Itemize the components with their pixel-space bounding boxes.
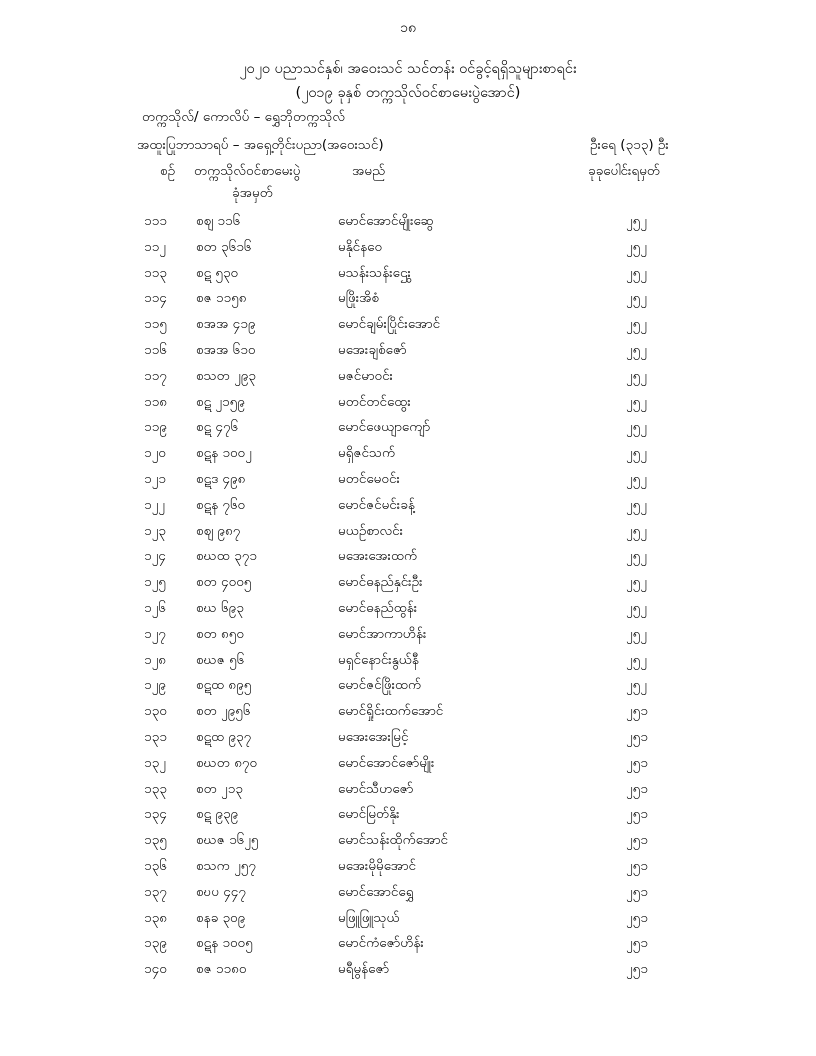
exam-number: စသတ ၂၉၃ bbox=[196, 367, 256, 384]
table-row bbox=[0, 234, 816, 260]
student-name: မောင်သီဟဇော် bbox=[338, 780, 414, 797]
total-marks: ၂၅၁ bbox=[626, 832, 648, 849]
student-name: မအေးအေးထက် bbox=[338, 548, 418, 565]
total-marks: ၂၅၂ bbox=[626, 677, 647, 694]
exam-number: စဃတ ၈၇၀ bbox=[196, 754, 258, 771]
exam-number: စဈ ၉၈၇ bbox=[196, 522, 241, 539]
row-number: ၁၃၈ bbox=[144, 909, 167, 926]
table-row bbox=[0, 647, 816, 673]
exam-number: စတ ၂၁၃ bbox=[196, 780, 243, 797]
student-name: မောင်အောင်ဇော်မျိုး bbox=[338, 754, 435, 771]
exam-number: စဋ ၉၃၉ bbox=[196, 806, 239, 823]
table-row bbox=[0, 208, 816, 234]
exam-number: စနခ ၃၀၉ bbox=[196, 909, 246, 926]
student-name: မောင်ဇင်မင်းခန့် bbox=[338, 496, 415, 513]
student-name: မရီမွန်ဇော် bbox=[338, 961, 390, 978]
total-marks: ၂၅၂ bbox=[626, 496, 647, 513]
student-name: မတင်မေဝင်း bbox=[338, 470, 400, 487]
total-marks: ၂၅၂ bbox=[626, 367, 647, 384]
row-number: ၁၂၅ bbox=[144, 574, 166, 591]
table-row bbox=[0, 440, 816, 466]
student-name: မောင်အာကာဟိန်း bbox=[338, 625, 427, 642]
total-marks: ၂၅၂ bbox=[626, 445, 647, 462]
table-row bbox=[0, 750, 816, 776]
student-name: မဖြိုးအိစံ bbox=[338, 290, 380, 307]
table-row bbox=[0, 569, 816, 595]
table-row bbox=[0, 260, 816, 286]
header-no: စဉ် bbox=[160, 163, 176, 179]
table-row bbox=[0, 621, 816, 647]
row-number: ၁၃၁ bbox=[144, 728, 167, 745]
exam-number: စတ ၂၉၅၆ bbox=[196, 703, 251, 720]
header-total-marks: ခုခုပေါင်းရမှတ် bbox=[588, 163, 661, 179]
row-number: ၁၂၀ bbox=[144, 445, 166, 462]
student-name: မသန်းသန်းဌွေး bbox=[338, 264, 411, 281]
student-name: မောင်ရှိုင်းထက်အောင် bbox=[338, 703, 444, 720]
total-marks: ၂၅၁ bbox=[626, 754, 648, 771]
row-number: ၁၁၅ bbox=[144, 316, 167, 333]
student-name: မအေးချစ်ဇော် bbox=[338, 341, 407, 358]
student-name: မောင်ဓနည်ထွန်း bbox=[338, 599, 418, 616]
total-marks: ၂၅၂ bbox=[626, 522, 647, 539]
total-marks: ၂၅၂ bbox=[626, 625, 647, 642]
total-marks: ၂၅၁ bbox=[626, 857, 648, 874]
row-number: ၁၁၇ bbox=[144, 367, 167, 384]
table-row bbox=[0, 724, 816, 750]
student-name: မရှိဇင်သက် bbox=[338, 445, 396, 462]
table-row bbox=[0, 492, 816, 518]
header-name: အမည် bbox=[352, 163, 386, 179]
total-marks: ၂၅၂ bbox=[626, 548, 647, 565]
document-subtitle: (၂၀၁၉ ခုနှစ် တက္ကသိုလ်ဝင်စာမေးပွဲအောင်) bbox=[295, 85, 521, 101]
row-number: ၁၂၄ bbox=[144, 548, 166, 565]
exam-number: စတ ၈၅၀ bbox=[196, 625, 244, 642]
exam-number: စဇ ၁၁၈၀ bbox=[196, 961, 247, 978]
table-row bbox=[0, 905, 816, 931]
student-name: မောင်သန်းထိုက်အောင် bbox=[338, 832, 449, 849]
exam-number: စဃထ ၃၇၁ bbox=[196, 548, 257, 565]
row-number: ၁၂၁ bbox=[144, 470, 166, 487]
student-name: မအေးမိုမိုအောင် bbox=[338, 857, 416, 874]
total-marks: ၂၅၂ bbox=[626, 341, 647, 358]
row-number: ၁၁၆ bbox=[144, 341, 167, 358]
total-marks: ၂၅၁ bbox=[626, 728, 648, 745]
exam-number: စတ ၃၆၁၆ bbox=[196, 238, 252, 255]
row-number: ၁၁၃ bbox=[144, 264, 167, 281]
row-number: ၁၂၂ bbox=[144, 496, 165, 513]
row-number: ၁၁၉ bbox=[144, 419, 167, 436]
document-title: ၂၀၂၀ ပညာသင်နှစ်၊ အဝေးသင် သင်တန်း ဝင်ခွင့်ရရှိသူများစာရင်း bbox=[239, 61, 577, 77]
row-number: ၁၃၀ bbox=[144, 703, 167, 720]
row-number: ၁၂၆ bbox=[144, 599, 166, 616]
exam-number: စဋန ၇၆၀ bbox=[196, 496, 246, 513]
student-name: မောင်ချမ်းပြိုင်းအောင် bbox=[338, 316, 441, 333]
student-name: မအေးအေးမြင့် bbox=[338, 728, 409, 745]
row-number: ၁၃၃ bbox=[144, 780, 167, 797]
total-marks: ၂၅၂ bbox=[626, 419, 647, 436]
row-number: ၁၂၃ bbox=[144, 522, 166, 539]
exam-number: စဈ ၁၁၆ bbox=[196, 213, 241, 229]
row-number: ၁၁၄ bbox=[144, 290, 167, 307]
table-row bbox=[0, 672, 816, 698]
total-marks: ၂၅၁ bbox=[626, 883, 648, 900]
exam-number: စဋန ၁၀၀၅ bbox=[196, 935, 253, 952]
row-number: ၁၂၉ bbox=[144, 677, 166, 694]
table-row bbox=[0, 466, 816, 492]
row-number: ၁၂၈ bbox=[144, 651, 166, 668]
student-name: မောင်ဓနည်နှင်းဦး bbox=[338, 574, 423, 591]
exam-number: စအအ ၄၁၉ bbox=[196, 316, 256, 333]
total-marks: ၂၅၁ bbox=[626, 806, 648, 823]
student-name: မောင်အောင်မျိုးဆွေ bbox=[338, 213, 434, 229]
table-row bbox=[0, 698, 816, 724]
total-marks: ၂၅၂ bbox=[626, 470, 647, 487]
exam-number: စဃဇ ၅၆ bbox=[196, 651, 245, 668]
exam-number: စဃဇ ၁၆၂၅ bbox=[196, 832, 259, 849]
total-marks: ၂၅၂ bbox=[626, 393, 647, 410]
total-marks: ၂၅၂ bbox=[626, 213, 647, 229]
table-row bbox=[0, 801, 816, 827]
total-marks: ၂၅၂ bbox=[626, 651, 647, 668]
total-marks: ၂၅၂ bbox=[626, 574, 647, 591]
results-table bbox=[0, 208, 816, 982]
page-number: ၁၈ bbox=[400, 20, 416, 36]
total-marks: ၂၅၁ bbox=[626, 909, 648, 926]
exam-number: စဃ ၆၉၃ bbox=[196, 599, 244, 616]
row-number: ၁၂၇ bbox=[144, 625, 166, 642]
row-number: ၁၄၀ bbox=[144, 961, 167, 978]
table-row bbox=[0, 930, 816, 956]
exam-number: စဋထ ၉၃၇ bbox=[196, 728, 252, 745]
exam-number: စဋန ၁၀၀၂ bbox=[196, 445, 252, 462]
row-number: ၁၃၅ bbox=[144, 832, 167, 849]
student-name: မောင်ကံဇော်ဟိန်း bbox=[338, 935, 424, 952]
row-number: ၁၃၂ bbox=[144, 754, 166, 771]
student-name: မရှင်နောင်းနွယ်နီ bbox=[338, 651, 419, 668]
table-row bbox=[0, 414, 816, 440]
exam-number: စဋဒ ၄၉၈ bbox=[196, 470, 246, 487]
row-number: ၁၃၉ bbox=[144, 935, 167, 952]
table-row bbox=[0, 389, 816, 415]
row-number: ၁၃၇ bbox=[144, 883, 167, 900]
row-number: ၁၃၄ bbox=[144, 806, 167, 823]
table-row bbox=[0, 337, 816, 363]
row-number: ၁၁၈ bbox=[144, 393, 167, 410]
student-name: မယဉ်စာလင်း bbox=[338, 522, 404, 539]
student-name: မောင်ဇင်ဖြိုးထက် bbox=[338, 677, 422, 694]
exam-number: စဋထ ၈၉၅ bbox=[196, 677, 252, 694]
total-marks: ၂၅၂ bbox=[626, 599, 647, 616]
exam-number: စဋ ၂၁၅၉ bbox=[196, 393, 245, 410]
table-row bbox=[0, 518, 816, 544]
total-marks: ၂၅၁ bbox=[626, 961, 648, 978]
table-row bbox=[0, 363, 816, 389]
student-name: မတင်တင်ထွေး bbox=[338, 393, 411, 410]
table-row bbox=[0, 776, 816, 802]
header-exam-number-line2: ခုံအမှတ် bbox=[232, 185, 273, 201]
table-row bbox=[0, 543, 816, 569]
student-name: မောင်မြတ်နိုး bbox=[338, 806, 400, 823]
header-exam-number: တက္ကသိုလ်ဝင်စာမေးပွဲ bbox=[194, 163, 301, 179]
table-row bbox=[0, 827, 816, 853]
exam-number: စသက ၂၅၇ bbox=[196, 857, 256, 874]
table-row bbox=[0, 285, 816, 311]
total-count: ဦးရေ (၃၁၃) ဦး bbox=[590, 137, 669, 153]
student-name: မောင်ဖေယျာကျော် bbox=[338, 419, 431, 436]
exam-number: စဇ ၁၁၅၈ bbox=[196, 290, 247, 307]
student-name: မနိုင်နဝေ bbox=[338, 238, 383, 255]
student-name: မဖြူဖြူသုယ် bbox=[338, 909, 400, 926]
total-marks: ၂၅၁ bbox=[626, 780, 648, 797]
exam-number: စအအ ၆၁၀ bbox=[196, 341, 256, 358]
exam-number: စဋ ၄၇၆ bbox=[196, 419, 239, 436]
table-row bbox=[0, 879, 816, 905]
total-marks: ၂၅၂ bbox=[626, 290, 647, 307]
table-row bbox=[0, 853, 816, 879]
exam-number: စဋ ၅၃၀ bbox=[196, 264, 239, 281]
exam-number: စဎပ ၄၄၇ bbox=[196, 883, 246, 900]
total-marks: ၂၅၂ bbox=[626, 264, 647, 281]
total-marks: ၂၅၁ bbox=[626, 703, 648, 720]
row-number: ၁၁၂ bbox=[144, 238, 166, 255]
student-name: မောင်အောင်ရွှေ bbox=[338, 883, 414, 900]
exam-number: စတ ၄၀၀၅ bbox=[196, 574, 252, 591]
table-row bbox=[0, 311, 816, 337]
row-number: ၁၁၁ bbox=[144, 213, 167, 229]
table-row bbox=[0, 595, 816, 621]
total-marks: ၂၅၂ bbox=[626, 238, 647, 255]
department-line: အထူးပြုဘာသာရပ် – အရှေ့တိုင်းပညာ(အဝေးသင်) bbox=[137, 137, 384, 153]
total-marks: ၂၅၂ bbox=[626, 316, 647, 333]
student-name: မဇင်မာဝင်း bbox=[338, 367, 393, 384]
total-marks: ၂၅၁ bbox=[626, 935, 648, 952]
university-line: တက္ကသိုလ်/ ကောလိပ် – ရွှေဘိုတက္ကသိုလ် bbox=[142, 109, 346, 125]
row-number: ၁၃၆ bbox=[144, 857, 167, 874]
table-row bbox=[0, 956, 816, 982]
